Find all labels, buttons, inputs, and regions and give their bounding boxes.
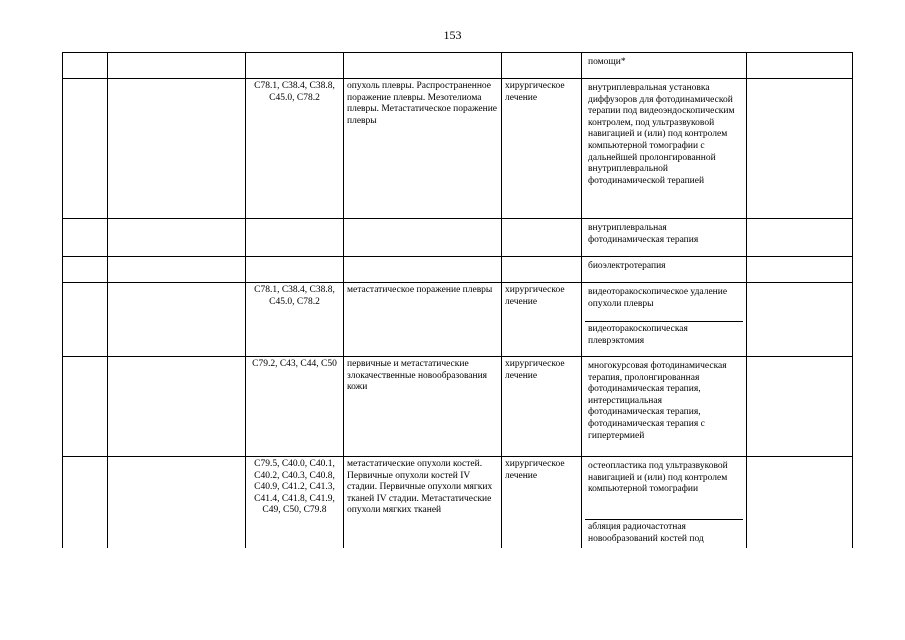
index-cell (63, 79, 108, 219)
profile-cell (108, 283, 246, 357)
table-row (63, 283, 853, 357)
treatment-cell: хирургическое лечение (502, 357, 582, 457)
method-text: абляция радиочастотная новообразований костей под (585, 519, 743, 547)
norm-cell (747, 283, 853, 357)
profile-cell (108, 257, 246, 283)
icd-codes-cell (246, 257, 344, 283)
icd-codes-cell: C78.1, C38.4, C38.8, C45.0, C78.2 (246, 79, 344, 219)
diagnosis-cell (344, 219, 502, 257)
diagnosis-cell: метастатические опухоли костей. Первичные опухоли костей IV стадии. Первичные опухоли мягких тканей IV стадии. Метастатические опухоли мягких тканей (344, 457, 502, 567)
method-text: биоэлектротерапия (588, 261, 666, 271)
profile-cell (108, 219, 246, 257)
treatment-cell (502, 53, 582, 79)
diagnosis-cell (344, 53, 502, 79)
method-cell (582, 219, 747, 257)
method-text: видеоторакоскопическое удаление опухоли плевры (588, 287, 728, 309)
method-cell (582, 79, 747, 219)
norm-cell (747, 53, 853, 79)
icd-codes-cell: C79.2, C43, C44, C50 (246, 357, 344, 457)
diagnosis-cell: опухоль плевры. Распространенное поражение плевры. Мезотелиома плевры. Метастатическое поражение плевры (344, 79, 502, 219)
diagnosis-cell (344, 257, 502, 283)
page-number: 153 (443, 28, 462, 42)
medical-procedures-table (62, 52, 853, 567)
table-row (63, 53, 853, 79)
page-bottom-margin (0, 548, 905, 640)
table-row (63, 257, 853, 283)
norm-cell (747, 219, 853, 257)
index-cell (63, 219, 108, 257)
method-text: остеопластика под ультразвуковой навигацией и (или) под контролем компьютерной томографии (588, 461, 728, 495)
method-text: внутриплевральная установка диффузоров для фотодинамической терапии под видеоэндоскопическим контролем, под ультразвуковой навигацией и (или) под контролем компьютерной томографии с дальнейшей пролонгированной внутриплевральной фотодинамической терапией (588, 83, 735, 186)
index-cell (63, 283, 108, 357)
index-cell (63, 53, 108, 79)
icd-codes-cell (246, 53, 344, 79)
table-row (63, 79, 853, 219)
icd-codes-cell: C79.5, C40.0, C40.1, C40.2, C40.3, C40.8, C40.9, C41.2, C41.3, C41.4, C41.8, C41.9, C49, C50, C79.8 (246, 457, 344, 567)
index-cell (63, 357, 108, 457)
treatment-cell (502, 219, 582, 257)
treatment-cell: хирургическое лечение (502, 283, 582, 357)
treatment-cell: хирургическое лечение (502, 457, 582, 567)
method-cell (582, 283, 747, 357)
diagnosis-cell: первичные и метастатические злокачественные новообразования кожи (344, 357, 502, 457)
diagnosis-cell: метастатическое поражение плевры (344, 283, 502, 357)
index-cell (63, 257, 108, 283)
method-text: многокурсовая фотодинамическая терапия, пролонгированная фотодинамическая терапия, интерстициальная фотодинамическая терапия, фотодинамическая терапия с гипертермией (588, 361, 727, 441)
norm-cell (747, 79, 853, 219)
treatment-cell: хирургическое лечение (502, 79, 582, 219)
treatment-cell (502, 257, 582, 283)
method-cell (582, 257, 747, 283)
norm-cell (747, 257, 853, 283)
profile-cell (108, 79, 246, 219)
profile-cell (108, 53, 246, 79)
profile-cell (108, 357, 246, 457)
norm-cell (747, 357, 853, 457)
method-cell (582, 53, 747, 79)
method-cell (582, 357, 747, 457)
table-row (63, 219, 853, 257)
method-text: видеоторакоскопическая плеврэктомия (585, 321, 743, 349)
table-row (63, 357, 853, 457)
icd-codes-cell (246, 219, 344, 257)
method-text: внутриплевральная фотодинамическая терапия (588, 223, 699, 245)
method-text: помощи* (588, 57, 626, 67)
icd-codes-cell: C78.1, C38.4, C38.8, C45.0, C78.2 (246, 283, 344, 357)
